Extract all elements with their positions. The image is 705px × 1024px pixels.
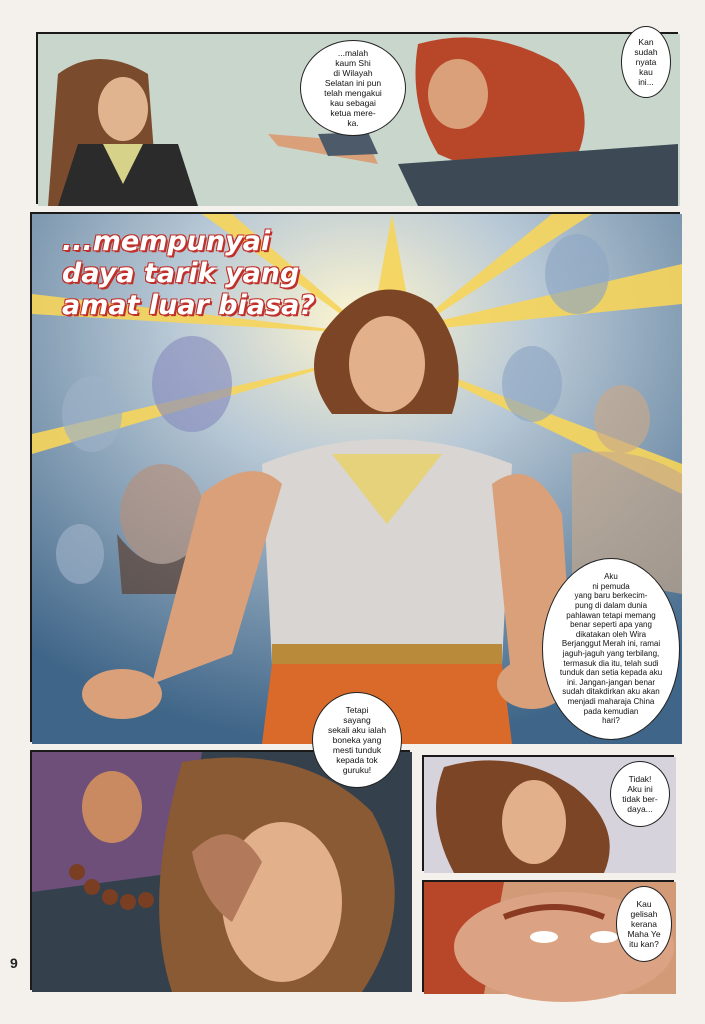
speech-text: Kau gelisah kerana Maha Ye itu kan? xyxy=(627,899,661,949)
speech-bubble-monologue xyxy=(542,558,680,740)
speech-bubble-tidak xyxy=(610,761,670,827)
speech-bubble-puppet xyxy=(312,692,402,788)
panel-2 xyxy=(30,212,680,775)
speech-text: ...malah kaum Shi di Wilayah Selatan ini pun telah mengakui kau sebagai ketua mere- ka. xyxy=(324,48,382,128)
speech-text: Kan sudah nyata kau ini... xyxy=(634,37,658,87)
panel-1 xyxy=(36,32,678,204)
speech-bubble-shi xyxy=(300,40,406,136)
hero-face xyxy=(98,77,148,141)
red-beard-face xyxy=(428,59,488,129)
central-hero-belt xyxy=(272,644,502,664)
central-hero-face xyxy=(349,316,425,412)
panel-3-art xyxy=(32,752,412,992)
dramatic-caption: ...mempunyai daya tarik yang amat luar biasa? xyxy=(62,226,316,321)
speech-text: Aku ni pemuda yang baru berkecim- pung di dalam dunia pahlawan tetapi memang benar seperti apa yang dikatakan oleh Wira Berjanggut Merah ini, ramai jaguh-jaguh yang terbilang, termasuk dia itu, telah sudi tunduk dan setia kepada aku ini. Jangan-jangan benar sudah ditakdirkan aku akan menjadi maharaja China pada kemudian hari? xyxy=(559,572,663,726)
master-face xyxy=(82,771,142,843)
speech-bubble-kan xyxy=(621,26,671,98)
panel-5 xyxy=(422,880,674,992)
panel-4 xyxy=(422,755,674,871)
page-number: 9 xyxy=(10,955,18,971)
hero-face xyxy=(502,780,566,864)
speech-bubble-gelisah xyxy=(616,886,672,962)
speech-text: Tetapi sayang sekali aku ialah boneka yang mesti tunduk kepada tok guruku! xyxy=(327,705,387,775)
speech-text: Tidak! Aku ini tidak ber- daya... xyxy=(622,774,658,814)
